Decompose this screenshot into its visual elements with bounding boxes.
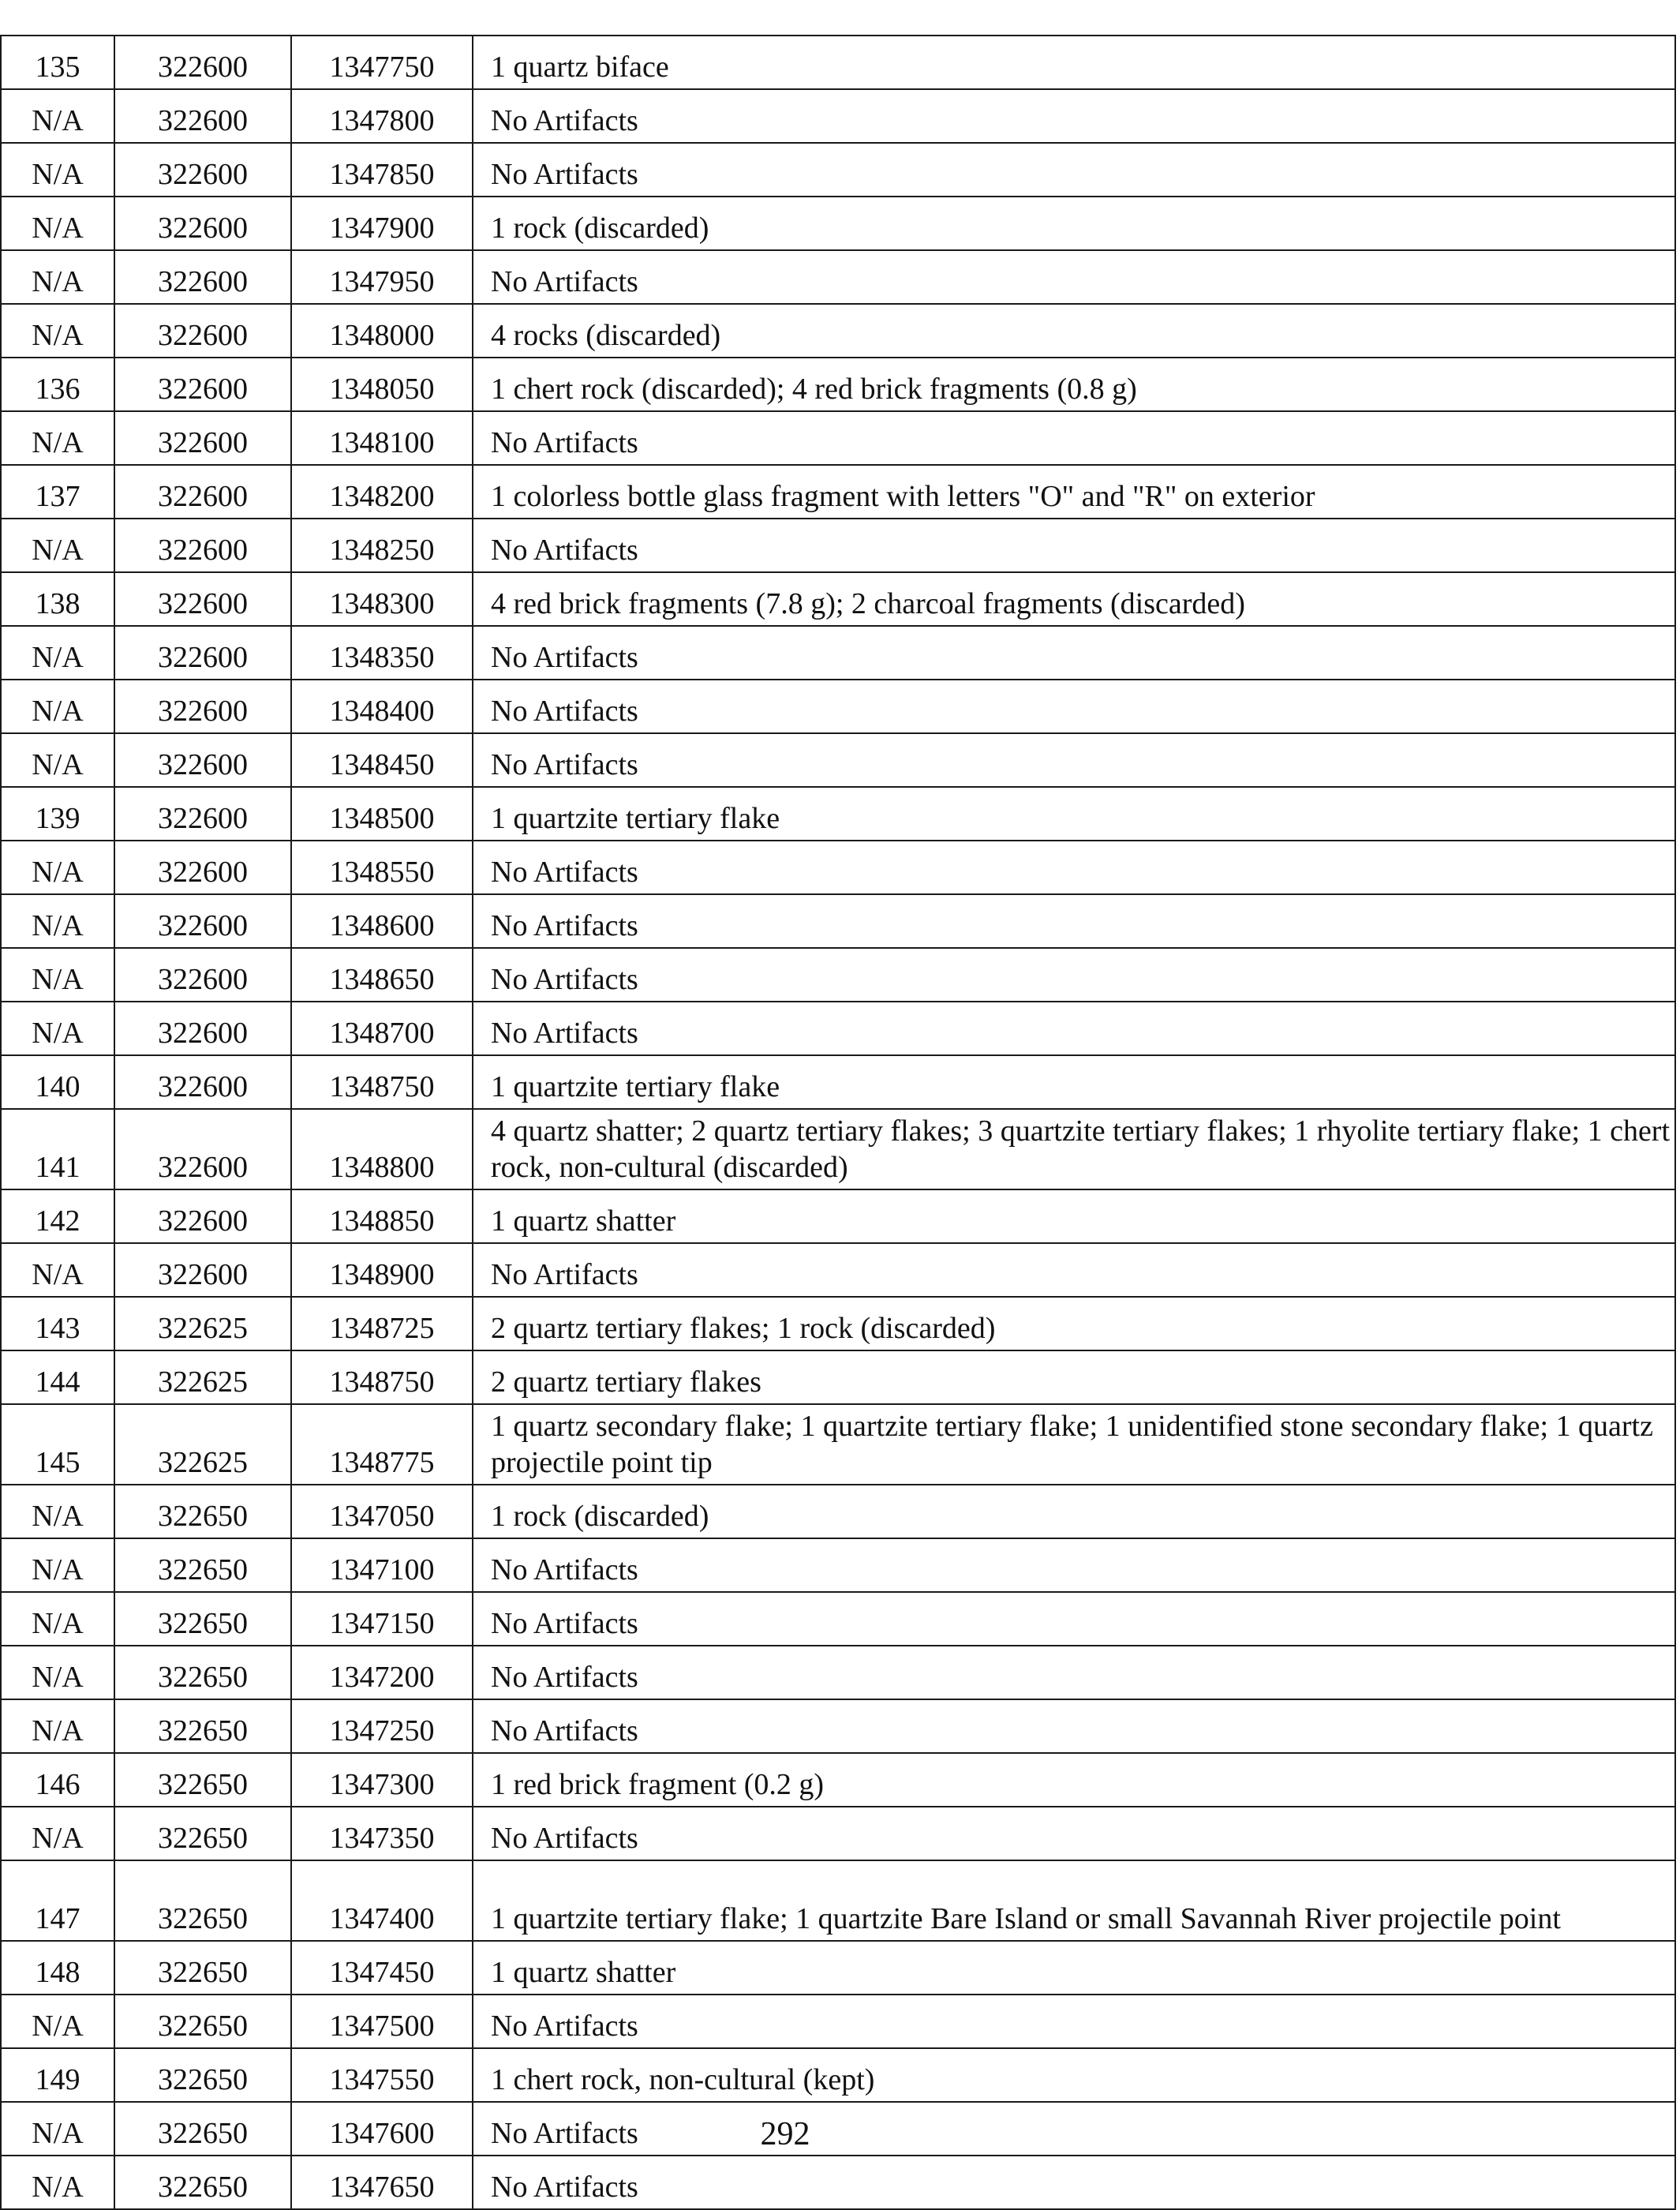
table-row [1, 1699, 1675, 1753]
northing-cell: 1348450 [291, 733, 473, 787]
table-row [1, 1941, 1675, 1995]
northing-cell: 1347750 [291, 36, 473, 89]
easting-cell: 322600 [114, 358, 291, 411]
artifact-description-cell: No Artifacts [473, 519, 1675, 572]
page-number: 292 [760, 2116, 810, 2152]
catalog-number-cell: N/A [1, 411, 114, 465]
northing-cell: 1347350 [291, 1807, 473, 1860]
artifact-description-cell: 1 colorless bottle glass fragment with letters "O" and "R" on exterior [473, 465, 1675, 519]
table-row [1, 36, 1675, 89]
northing-cell: 1347500 [291, 1995, 473, 2048]
artifact-description-cell: No Artifacts [473, 1002, 1675, 1055]
table-row [1, 1646, 1675, 1699]
easting-cell: 322600 [114, 197, 291, 250]
catalog-number-cell: N/A [1, 1699, 114, 1753]
table-row [1, 626, 1675, 680]
easting-cell: 322650 [114, 1646, 291, 1699]
catalog-number-cell: N/A [1, 519, 114, 572]
catalog-number-cell: N/A [1, 626, 114, 680]
northing-cell: 1348250 [291, 519, 473, 572]
easting-cell: 322600 [114, 894, 291, 948]
catalog-number-cell: 143 [1, 1297, 114, 1350]
easting-cell: 322650 [114, 2156, 291, 2209]
artifact-description-cell: 1 quartzite tertiary flake; 1 quartzite Bare Island or small Savannah River projectile point [473, 1860, 1675, 1941]
northing-cell: 1348800 [291, 1109, 473, 1189]
northing-cell: 1348700 [291, 1002, 473, 1055]
catalog-number-cell: N/A [1, 304, 114, 358]
artifact-description-cell: No Artifacts [473, 1243, 1675, 1297]
catalog-number-cell: N/A [1, 2156, 114, 2209]
easting-cell: 322600 [114, 250, 291, 304]
catalog-number-cell: 145 [1, 1404, 114, 1485]
artifact-description-cell: No Artifacts [473, 948, 1675, 1002]
easting-cell: 322600 [114, 841, 291, 894]
northing-cell: 1348050 [291, 358, 473, 411]
artifact-description-cell: No Artifacts [473, 411, 1675, 465]
table-row [1, 1002, 1675, 1055]
catalog-number-cell: 144 [1, 1350, 114, 1404]
artifact-description-cell: No Artifacts [473, 250, 1675, 304]
northing-cell: 1348200 [291, 465, 473, 519]
easting-cell: 322625 [114, 1350, 291, 1404]
northing-cell: 1348400 [291, 680, 473, 733]
easting-cell: 322600 [114, 787, 291, 841]
table-row [1, 1807, 1675, 1860]
table-row [1, 1995, 1675, 2048]
artifact-description-cell: 1 quartz shatter [473, 1941, 1675, 1995]
table-row [1, 948, 1675, 1002]
table-row [1, 572, 1675, 626]
easting-cell: 322600 [114, 89, 291, 143]
easting-cell: 322650 [114, 1941, 291, 1995]
catalog-number-cell: N/A [1, 143, 114, 197]
table-row [1, 519, 1675, 572]
catalog-number-cell: N/A [1, 2102, 114, 2156]
catalog-number-cell: 140 [1, 1055, 114, 1109]
artifact-description-cell: No Artifacts [473, 1646, 1675, 1699]
northing-cell: 1348900 [291, 1243, 473, 1297]
artifact-description-cell: 1 rock (discarded) [473, 197, 1675, 250]
catalog-number-cell: N/A [1, 1485, 114, 1538]
table-row [1, 358, 1675, 411]
northing-cell: 1347150 [291, 1592, 473, 1646]
easting-cell: 322650 [114, 1592, 291, 1646]
table-row [1, 1189, 1675, 1243]
northing-cell: 1348850 [291, 1189, 473, 1243]
easting-cell: 322600 [114, 626, 291, 680]
table-row [1, 1350, 1675, 1404]
easting-cell: 322600 [114, 304, 291, 358]
table-row [1, 2156, 1675, 2209]
artifact-description-cell: 1 quartzite tertiary flake [473, 1055, 1675, 1109]
northing-cell: 1348775 [291, 1404, 473, 1485]
table-row [1, 197, 1675, 250]
table-row [1, 733, 1675, 787]
northing-cell: 1347900 [291, 197, 473, 250]
northing-cell: 1347950 [291, 250, 473, 304]
artifact-description-cell: No Artifacts [473, 894, 1675, 948]
table-row [1, 89, 1675, 143]
easting-cell: 322600 [114, 1243, 291, 1297]
catalog-number-cell: 135 [1, 36, 114, 89]
catalog-number-cell: 139 [1, 787, 114, 841]
easting-cell: 322650 [114, 1538, 291, 1592]
table-row [1, 680, 1675, 733]
table-row [1, 1404, 1675, 1485]
table-row [1, 1538, 1675, 1592]
easting-cell: 322600 [114, 1189, 291, 1243]
table-row [1, 2048, 1675, 2102]
table-row [1, 1592, 1675, 1646]
easting-cell: 322600 [114, 733, 291, 787]
easting-cell: 322600 [114, 519, 291, 572]
easting-cell: 322600 [114, 1002, 291, 1055]
artifact-description-cell: 1 rock (discarded) [473, 1485, 1675, 1538]
easting-cell: 322600 [114, 143, 291, 197]
artifact-description-cell: No Artifacts [473, 2102, 1675, 2156]
northing-cell: 1347550 [291, 2048, 473, 2102]
northing-cell: 1348300 [291, 572, 473, 626]
catalog-number-cell: N/A [1, 89, 114, 143]
easting-cell: 322625 [114, 1297, 291, 1350]
artifact-table [0, 35, 1676, 2210]
easting-cell: 322600 [114, 1109, 291, 1189]
catalog-number-cell: N/A [1, 1592, 114, 1646]
table-row [1, 787, 1675, 841]
artifact-description-cell: No Artifacts [473, 2156, 1675, 2209]
northing-cell: 1347450 [291, 1941, 473, 1995]
northing-cell: 1347850 [291, 143, 473, 197]
easting-cell: 322650 [114, 2102, 291, 2156]
easting-cell: 322650 [114, 1485, 291, 1538]
table-row [1, 250, 1675, 304]
northing-cell: 1348350 [291, 626, 473, 680]
table-row [1, 411, 1675, 465]
catalog-number-cell: N/A [1, 1002, 114, 1055]
table-row [1, 304, 1675, 358]
northing-cell: 1347200 [291, 1646, 473, 1699]
easting-cell: 322625 [114, 1404, 291, 1485]
catalog-number-cell: N/A [1, 680, 114, 733]
northing-cell: 1347800 [291, 89, 473, 143]
northing-cell: 1347100 [291, 1538, 473, 1592]
northing-cell: 1348000 [291, 304, 473, 358]
catalog-number-cell: 147 [1, 1860, 114, 1941]
catalog-number-cell: 136 [1, 358, 114, 411]
easting-cell: 322650 [114, 1699, 291, 1753]
artifact-description-cell: 1 quartz secondary flake; 1 quartzite tertiary flake; 1 unidentified stone secondary flake; 1 quartz projectile point tip [473, 1404, 1675, 1485]
northing-cell: 1348500 [291, 787, 473, 841]
table-row [1, 894, 1675, 948]
artifact-description-cell: No Artifacts [473, 1995, 1675, 2048]
easting-cell: 322650 [114, 1753, 291, 1807]
artifact-description-cell: 1 quartz biface [473, 36, 1675, 89]
artifact-description-cell: 1 chert rock, non-cultural (kept) [473, 2048, 1675, 2102]
artifact-description-cell: 4 rocks (discarded) [473, 304, 1675, 358]
artifact-description-cell: No Artifacts [473, 841, 1675, 894]
northing-cell: 1347400 [291, 1860, 473, 1941]
artifact-description-cell: No Artifacts [473, 143, 1675, 197]
table-row [1, 1860, 1675, 1941]
northing-cell: 1348750 [291, 1350, 473, 1404]
northing-cell: 1348600 [291, 894, 473, 948]
artifact-description-cell: No Artifacts [473, 626, 1675, 680]
easting-cell: 322600 [114, 948, 291, 1002]
catalog-number-cell: N/A [1, 733, 114, 787]
artifact-description-cell: 4 red brick fragments (7.8 g); 2 charcoal fragments (discarded) [473, 572, 1675, 626]
northing-cell: 1347650 [291, 2156, 473, 2209]
catalog-number-cell: N/A [1, 197, 114, 250]
table-row [1, 465, 1675, 519]
catalog-number-cell: 149 [1, 2048, 114, 2102]
catalog-number-cell: 141 [1, 1109, 114, 1189]
artifact-description-cell: 2 quartz tertiary flakes; 1 rock (discarded) [473, 1297, 1675, 1350]
northing-cell: 1347600 [291, 2102, 473, 2156]
catalog-number-cell: N/A [1, 841, 114, 894]
table-row [1, 1109, 1675, 1189]
artifact-description-cell: No Artifacts [473, 733, 1675, 787]
catalog-number-cell: N/A [1, 250, 114, 304]
table-row [1, 841, 1675, 894]
catalog-number-cell: N/A [1, 1646, 114, 1699]
catalog-number-cell: 137 [1, 465, 114, 519]
easting-cell: 322600 [114, 572, 291, 626]
artifact-description-cell: 1 chert rock (discarded); 4 red brick fragments (0.8 g) [473, 358, 1675, 411]
easting-cell: 322650 [114, 1807, 291, 1860]
catalog-number-cell: N/A [1, 894, 114, 948]
northing-cell: 1348750 [291, 1055, 473, 1109]
northing-cell: 1348725 [291, 1297, 473, 1350]
artifact-description-cell: 1 red brick fragment (0.2 g) [473, 1753, 1675, 1807]
catalog-number-cell: N/A [1, 1243, 114, 1297]
table-row [1, 143, 1675, 197]
northing-cell: 1347250 [291, 1699, 473, 1753]
table-row [1, 1485, 1675, 1538]
easting-cell: 322650 [114, 1860, 291, 1941]
easting-cell: 322600 [114, 411, 291, 465]
catalog-number-cell: 146 [1, 1753, 114, 1807]
northing-cell: 1348650 [291, 948, 473, 1002]
catalog-number-cell: N/A [1, 948, 114, 1002]
easting-cell: 322650 [114, 2048, 291, 2102]
catalog-number-cell: N/A [1, 1807, 114, 1860]
catalog-number-cell: N/A [1, 1995, 114, 2048]
artifact-description-cell: 4 quartz shatter; 2 quartz tertiary flakes; 3 quartzite tertiary flakes; 1 rhyolite tertiary flake; 1 chert rock, non-cultural (discarded) [473, 1109, 1675, 1189]
artifact-description-cell: No Artifacts [473, 680, 1675, 733]
artifact-description-cell: No Artifacts [473, 1807, 1675, 1860]
table-row [1, 1297, 1675, 1350]
catalog-number-cell: 148 [1, 1941, 114, 1995]
artifact-table-body [1, 36, 1675, 2209]
table-row [1, 1243, 1675, 1297]
table-row [1, 1753, 1675, 1807]
northing-cell: 1348100 [291, 411, 473, 465]
catalog-number-cell: 138 [1, 572, 114, 626]
artifact-description-cell: 1 quartzite tertiary flake [473, 787, 1675, 841]
table-row [1, 1055, 1675, 1109]
artifact-description-cell: No Artifacts [473, 1699, 1675, 1753]
artifact-description-cell: 2 quartz tertiary flakes [473, 1350, 1675, 1404]
northing-cell: 1347300 [291, 1753, 473, 1807]
catalog-number-cell: N/A [1, 1538, 114, 1592]
northing-cell: 1347050 [291, 1485, 473, 1538]
easting-cell: 322650 [114, 1995, 291, 2048]
artifact-description-cell: No Artifacts [473, 1592, 1675, 1646]
easting-cell: 322600 [114, 36, 291, 89]
northing-cell: 1348550 [291, 841, 473, 894]
easting-cell: 322600 [114, 680, 291, 733]
artifact-description-cell: No Artifacts [473, 1538, 1675, 1592]
artifact-description-cell: No Artifacts [473, 89, 1675, 143]
easting-cell: 322600 [114, 1055, 291, 1109]
artifact-description-cell: 1 quartz shatter [473, 1189, 1675, 1243]
catalog-number-cell: 142 [1, 1189, 114, 1243]
easting-cell: 322600 [114, 465, 291, 519]
